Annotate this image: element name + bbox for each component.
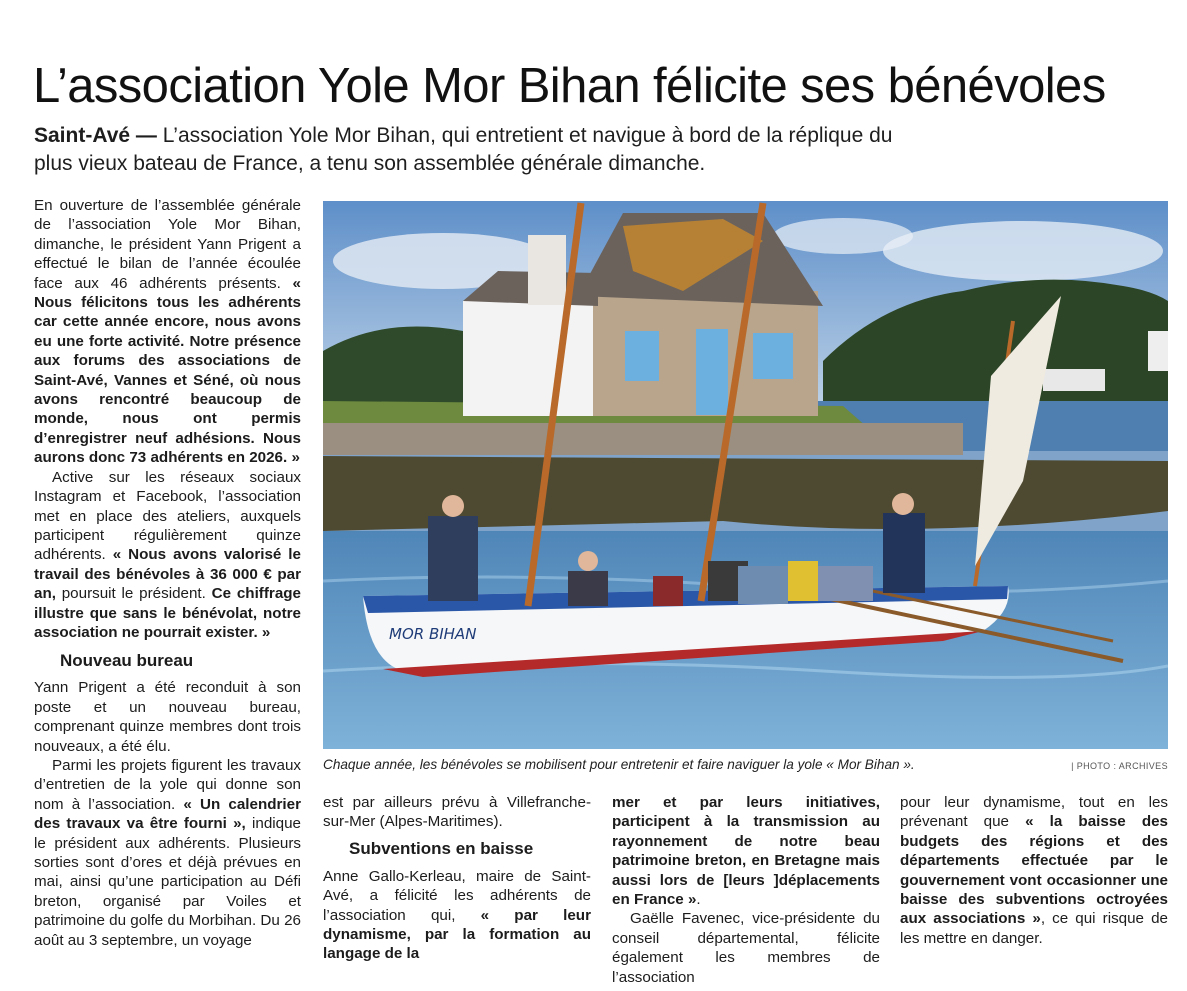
- photo-caption: Chaque année, les bénévoles se mobilisent pour entretenir et faire naviguer la yole « Mor Bihan ».: [323, 757, 915, 772]
- lead-location: Saint-Avé —: [34, 124, 157, 147]
- paragraph-text: poursuit le président.: [55, 585, 212, 603]
- paragraph-text: , ce qui risque de les mettre en danger.: [900, 910, 1168, 947]
- article-column-4: [900, 793, 1168, 948]
- paragraph-vice-president: Gaëlle Favenec, vice-présidente du conseil départemental, félicite également les membres de l’association: [612, 910, 880, 986]
- article-column-3: [612, 793, 880, 987]
- photo-credit: | PHOTO : ARCHIVES: [1071, 761, 1168, 771]
- paragraph-bureau: Yann Prigent a été reconduit à son poste et un nouveau bureau, comprenant quinze membres dont trois nouveaux, a été élu.: [34, 679, 301, 755]
- article-column-2: [323, 793, 591, 964]
- article-column-1: [34, 196, 301, 950]
- article-lead: [34, 122, 934, 178]
- subhead-nouveau-bureau: Nouveau bureau: [60, 651, 194, 671]
- paragraph-text: indique le président aux adhérents. Plusieurs sorties sont d’ores et déjà prévues en mai, ainsi qu’une participation au Défi breton, organisé par Voiles et patrimoine du golfe du Morbihan. Du 26 août au 3 septembre, un voyage: [34, 815, 301, 949]
- paragraph-text: .: [696, 891, 701, 909]
- yole-boat-photo: [323, 201, 1168, 749]
- paragraph-voyage-end: est par ailleurs prévu à Villefranche-sur-Mer (Alpes-Maritimes).: [323, 794, 591, 831]
- paragraph-budget-warning: [900, 793, 1168, 948]
- quote-text: « la baisse des budgets des régions et des départements effectuée par le gouvernement vont occasionner une baisse des subventions octroyées aux associations »: [900, 813, 1168, 928]
- previous-article-text-fragment: [34, 0, 1167, 7]
- paragraph-social: [34, 468, 301, 643]
- paragraph-mayor-quote: [612, 793, 880, 909]
- quote-text: « Nous avons valorisé le travail des bénévoles à 36 000 € par an,: [34, 546, 301, 603]
- paragraph-opening: [34, 196, 301, 468]
- lead-text: L’association Yole Mor Bihan, qui entretient et navigue à bord de la réplique du plus vieux bateau de France, a tenu son assemblée générale dimanche.: [34, 124, 893, 175]
- paragraph-text: Parmi les projets figurent les travaux d’entretien de la yole qui donne son nom à l’association.: [34, 756, 301, 813]
- article-photo: [323, 201, 1168, 749]
- subhead-subventions: Subventions en baisse: [349, 838, 534, 858]
- paragraph-mayor: [323, 867, 591, 964]
- paragraph-text: Anne Gallo-Kerleau, maire de Saint-Avé, a félicité les adhérents de l’association qui,: [323, 867, 591, 924]
- paragraph-projects: [34, 756, 301, 950]
- quote-text: « Un calendrier des travaux va être fourni »,: [34, 795, 301, 833]
- quote-text: « par leur dynamisme, par la formation au langage de la: [323, 906, 591, 963]
- paragraph-text: pour leur dynamisme, tout en les prévenant que: [900, 794, 1168, 831]
- quote-text: « Nous félicitons tous les adhérents car cette année encore, nous avons eu une forte activité. Notre présence aux forums des associations de Saint-Avé, Vannes et Séné, où nous avons rencontré beaucoup de monde, nous ont permis d’enregistrer neuf adhésions. Nous aurons donc 73 adhérents en 2026. »: [34, 274, 301, 467]
- article-headline: L’association Yole Mor Bihan félicite ses bénévoles: [33, 59, 1106, 113]
- paragraph-text: En ouverture de l’assemblée générale de l’association Yole Mor Bihan, dimanche, le président Yann Prigent a effectué le bilan de l’année écoulée face aux 46 adhérents présents.: [34, 197, 301, 292]
- boat-name-label: MOR BIHAN: [389, 625, 477, 643]
- paragraph-text: Active sur les réseaux sociaux Instagram et Facebook, l’association met en place des ateliers, auxquels participent régulièrement quinze adhérents.: [34, 468, 301, 564]
- quote-text: mer et par leurs initiatives, participent à la transmission au rayonnement de notre beau patrimoine breton, en Bretagne mais aussi lors de [leurs ]déplacements en France »: [612, 794, 880, 909]
- quote-text: Ce chiffrage illustre que sans le bénévolat, notre association ne pourrait exister. »: [34, 585, 301, 641]
